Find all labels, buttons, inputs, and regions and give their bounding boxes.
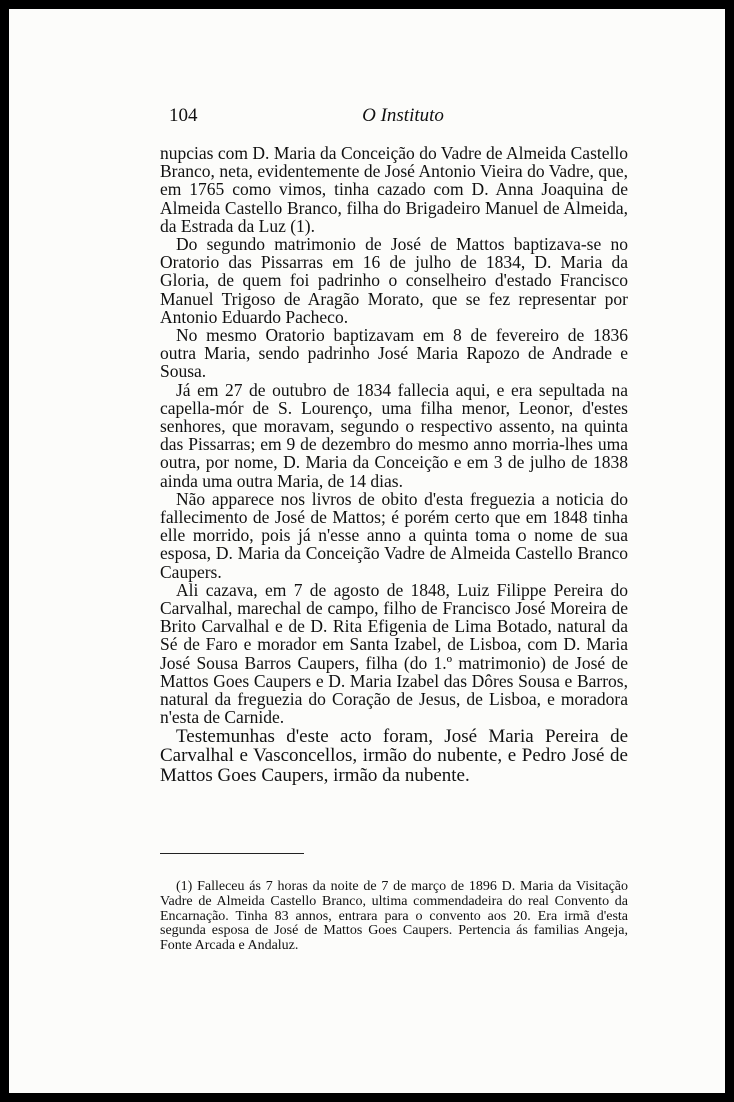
footnote-divider: [160, 853, 304, 854]
page-header: [169, 105, 637, 131]
paragraph: No mesmo Oratorio baptizavam em 8 de fevereiro de 1836 outra Maria, sendo padrinho José Maria Rapozo de Andrade e Sousa.: [160, 325, 628, 382]
paragraph: Já em 27 de outubro de 1834 fallecia aqui, e era sepultada na capella-mór de S. Lourenço, uma filha menor, Leonor, d'estes senhores, que moravam, segundo o respectivo assento, na quinta das Pissarras; em 9 de dezembro do mesmo anno morria-lhes uma outra, por nome, D. Maria da Conceição e em 3 de julho de 1838 ainda uma outra Maria, de 14 dias.: [160, 379, 628, 491]
footnote: (1) Falleceu ás 7 horas da noite de 7 de março de 1896 D. Maria da Visitação Vadre de Almeida Castello Branco, ultima commendadeira do real Convento da Encarnação. Tinha 83 annos, entrara para o convento aos 20. Era irmã d'esta segunda esposa de José de Mattos Goes Caupers. Pertencia ás familias Angeja, Fonte Arcada e Andaluz.: [160, 879, 628, 954]
paragraph: nupcias com D. Maria da Conceição do Vadre de Almeida Castello Branco, neta, evidentemente de José Antonio Vieira do Vadre, que, em 1765 como vimos, tinha cazado com D. Anna Joaquina de Almeida Castello Branco, filha do Brigadeiro Manuel de Almeida, da Estrada da Luz (1).: [160, 143, 628, 236]
paragraph: Não apparece nos livros de obito d'esta freguezia a noticia do fallecimento de José de Mattos; é porém certo que em 1848 tinha elle morrido, pois já n'esse anno a quinta toma o nome de sua esposa, D. Maria da Conceição Vadre de Almeida Castello Branco Caupers.: [160, 488, 628, 582]
footnotes: [160, 880, 628, 954]
paragraph: Testemunhas d'este acto foram, José Maria Pereira de Carvalhal e Vasconcellos, irmão do nubente, e Pedro José de Mattos Goes Caupers, irmão da nubente.: [160, 725, 628, 786]
paragraph: Do segundo matrimonio de José de Mattos baptizava-se no Oratorio das Pissarras em 16 de julho de 1834, D. Maria da Gloria, de quem foi padrinho o conselheiro d'estado Francisco Manuel Trigoso de Aragão Morato, que se fez representar por Antonio Eduardo Pacheco.: [160, 234, 628, 327]
page-number: 104: [169, 105, 198, 126]
body-text: [160, 144, 628, 785]
running-title: O Instituto: [362, 105, 444, 126]
paragraph: Ali cazava, em 7 de agosto de 1848, Luiz Filippe Pereira do Carvalhal, marechal de campo, filho de Francisco José Moreira de Brito Carvalhal e de D. Rita Efigenia de Lima Botado, natural da Sé de Faro e morador em Santa Izabel, de Lisboa, com D. Maria José Sousa Barros Caupers, filha (do 1.º matrimonio) de José de Mattos Goes Caupers e D. Maria Izabel das Dôres Sousa e Barros, natural da freguezia do Coração de Jesus, de Lisboa, e moradora n'esta de Carnide.: [160, 579, 628, 728]
